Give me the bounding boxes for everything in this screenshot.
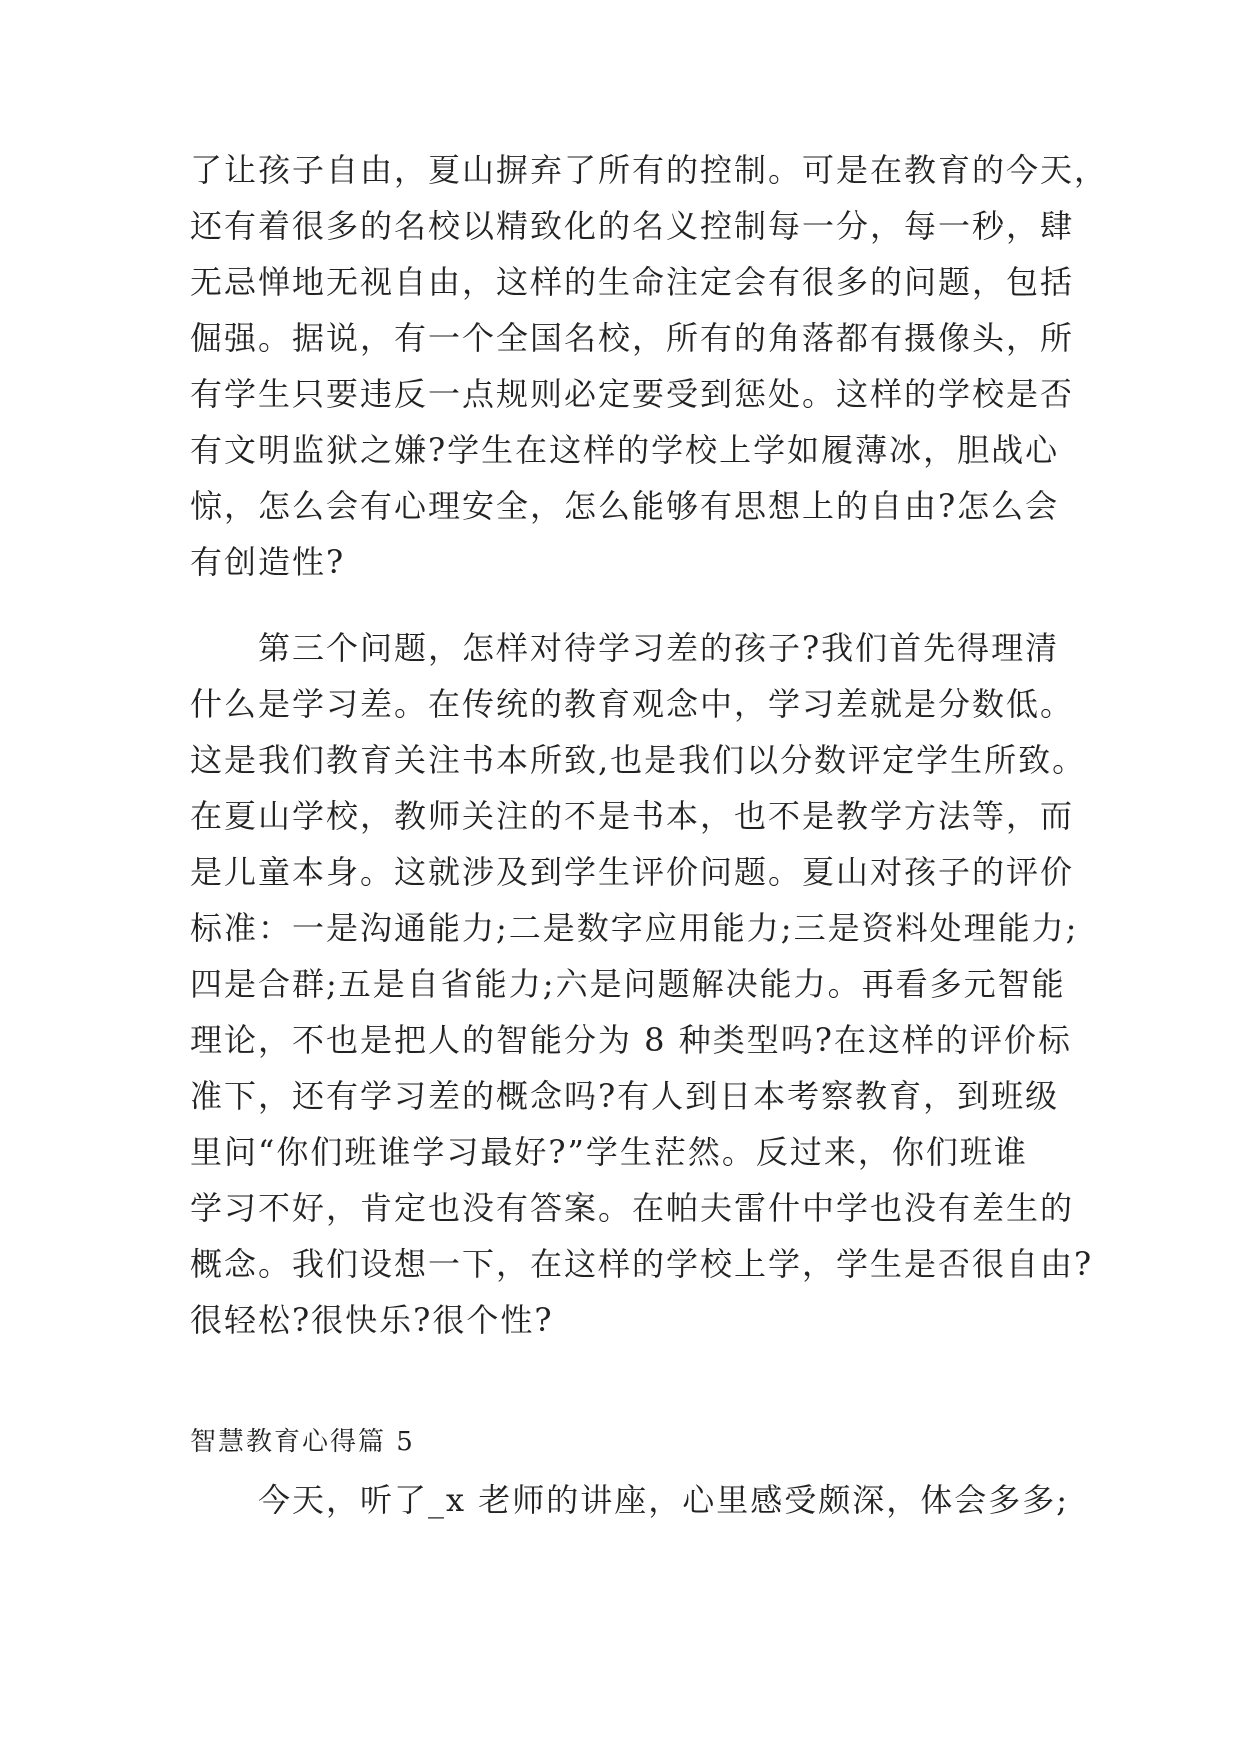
- text-line: 惊，怎么会有心理安全，怎么能够有思想上的自由?怎么会: [190, 487, 1060, 525]
- text-line: 准下，还有学习差的概念吗?有人到日本考察教育，到班级: [190, 1077, 1060, 1115]
- text-line: 了让孩子自由，夏山摒弃了所有的控制。可是在教育的今天，: [190, 151, 1109, 189]
- text-line: 这是我们教育关注书本所致,也是我们以分数评定学生所致。: [190, 741, 1087, 779]
- text-line: 在夏山学校，教师关注的不是书本，也不是教学方法等，而: [190, 797, 1075, 835]
- text-line: 什么是学习差。在传统的教育观念中，学习差就是分数低。: [190, 685, 1075, 723]
- text-line: 学习不好，肯定也没有答案。在帕夫雷什中学也没有差生的: [190, 1189, 1075, 1227]
- text-line: 四是合群;五是自省能力;六是问题解决能力。再看多元智能: [190, 965, 1066, 1003]
- text-line: 概念。我们设想一下，在这样的学校上学，学生是否很自由?: [190, 1245, 1094, 1283]
- text-line: 无忌惮地无视自由，这样的生命注定会有很多的问题，包括: [190, 263, 1075, 301]
- text-line: 标准：一是沟通能力;二是数字应用能力;三是资料处理能力;: [190, 909, 1079, 947]
- text-line: 第三个问题，怎样对待学习差的孩子?我们首先得理清: [258, 629, 1060, 667]
- text-line: 有文明监狱之嫌?学生在这样的学校上学如履薄冰，胆战心: [190, 431, 1060, 469]
- text-line: 理论，不也是把人的智能分为 8 种类型吗?在这样的评价标: [190, 1021, 1072, 1059]
- text-line: 是儿童本身。这就涉及到学生评价问题。夏山对孩子的评价: [190, 853, 1075, 891]
- text-line: 还有着很多的名校以精致化的名义控制每一分，每一秒，肆: [190, 207, 1075, 245]
- text-line: 有创造性?: [190, 543, 346, 581]
- text-line: 今天，听了_x 老师的讲座，心里感受颇深，体会多多;: [258, 1481, 1070, 1519]
- section-title: 智慧教育心得篇 5: [190, 1427, 415, 1457]
- text-line: 很轻松?很快乐?很个性?: [190, 1301, 554, 1339]
- text-line: 有学生只要违反一点规则必定要受到惩处。这样的学校是否: [190, 375, 1075, 413]
- text-line: 倔强。据说，有一个全国名校，所有的角落都有摄像头，所: [190, 319, 1075, 357]
- text-line: 里问“你们班谁学习最好?”学生茫然。反过来，你们班谁: [190, 1133, 1028, 1171]
